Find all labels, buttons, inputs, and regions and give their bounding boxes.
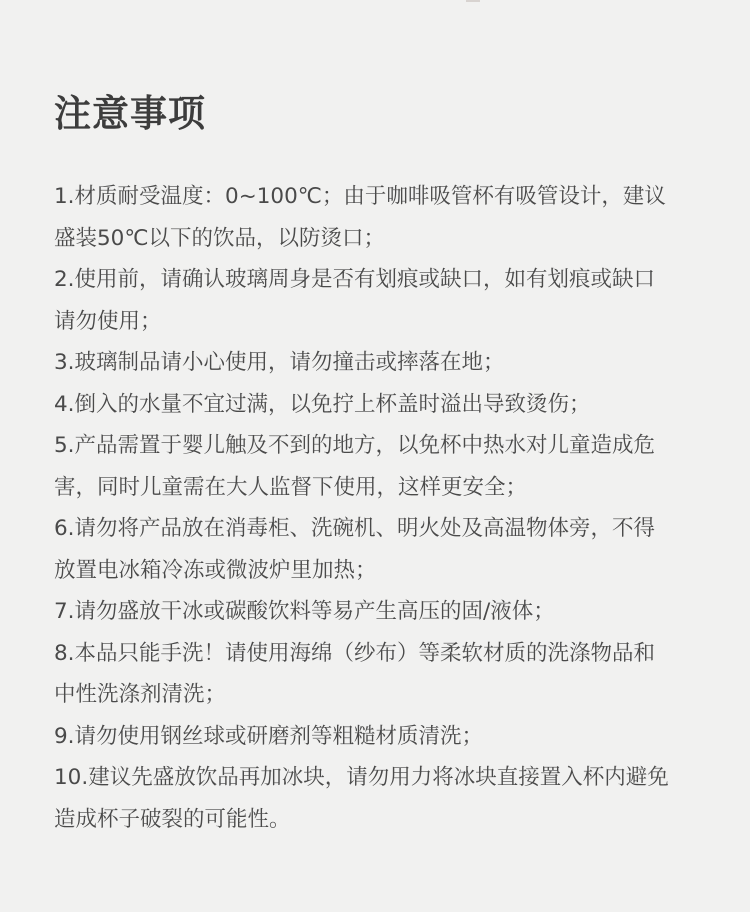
note-item-8	[54, 633, 714, 716]
note-line: 9.请勿使用钢丝球或研磨剂等粗糙材质清洗；	[54, 723, 484, 749]
note-line: 4.倒入的水量不宜过满，以免拧上杯盖时溢出导致烫伤；	[54, 391, 591, 417]
note-line: 盛装50℃以下的饮品，以防烫口；	[54, 225, 386, 251]
note-line: 1.材质耐受温度：0~100℃；由于咖啡吸管杯有吸管设计，建议	[54, 184, 666, 209]
note-line: 8.本品只能手洗！请使用海绵（纱布）等柔软材质的洗涤物品和	[54, 640, 656, 666]
note-item-9	[54, 716, 714, 758]
note-line: 7.请勿盛放干冰或碳酸饮料等易产生高压的固/液体；	[54, 599, 555, 624]
note-line: 3.玻璃制品请小心使用，请勿撞击或摔落在地；	[54, 350, 505, 375]
note-item-10	[54, 757, 714, 840]
note-line: 造成杯子破裂的可能性。	[54, 806, 291, 832]
note-item-7	[54, 591, 714, 633]
note-item-4	[54, 384, 714, 426]
note-line: 6.请勿将产品放在消毒柜、洗碗机、明火处及高温物体旁，不得	[54, 516, 656, 541]
note-line: 10.建议先盛放饮品再加冰块，请勿用力将冰块直接置入杯内避免	[54, 765, 669, 790]
note-line: 放置电冰箱冷冻或微波炉里加热；	[54, 557, 377, 583]
note-line: 2.使用前，请确认玻璃周身是否有划痕或缺口，如有划痕或缺口	[54, 267, 656, 292]
page-title: 注意事项	[54, 92, 206, 135]
note-item-3	[54, 342, 714, 384]
note-item-2	[54, 259, 714, 342]
note-item-1	[54, 176, 714, 259]
note-line: 害，同时儿童需在大人监督下使用，这样更安全；	[54, 474, 528, 500]
note-item-6	[54, 508, 714, 591]
note-line: 中性洗涤剂清洗；	[54, 682, 227, 707]
precautions-list	[54, 176, 714, 840]
note-line: 请勿使用；	[54, 308, 162, 334]
note-item-5	[54, 425, 714, 508]
top-edge-mark	[466, 0, 480, 2]
note-line: 5.产品需置于婴儿触及不到的地方，以免杯中热水对儿童造成危	[54, 433, 656, 458]
